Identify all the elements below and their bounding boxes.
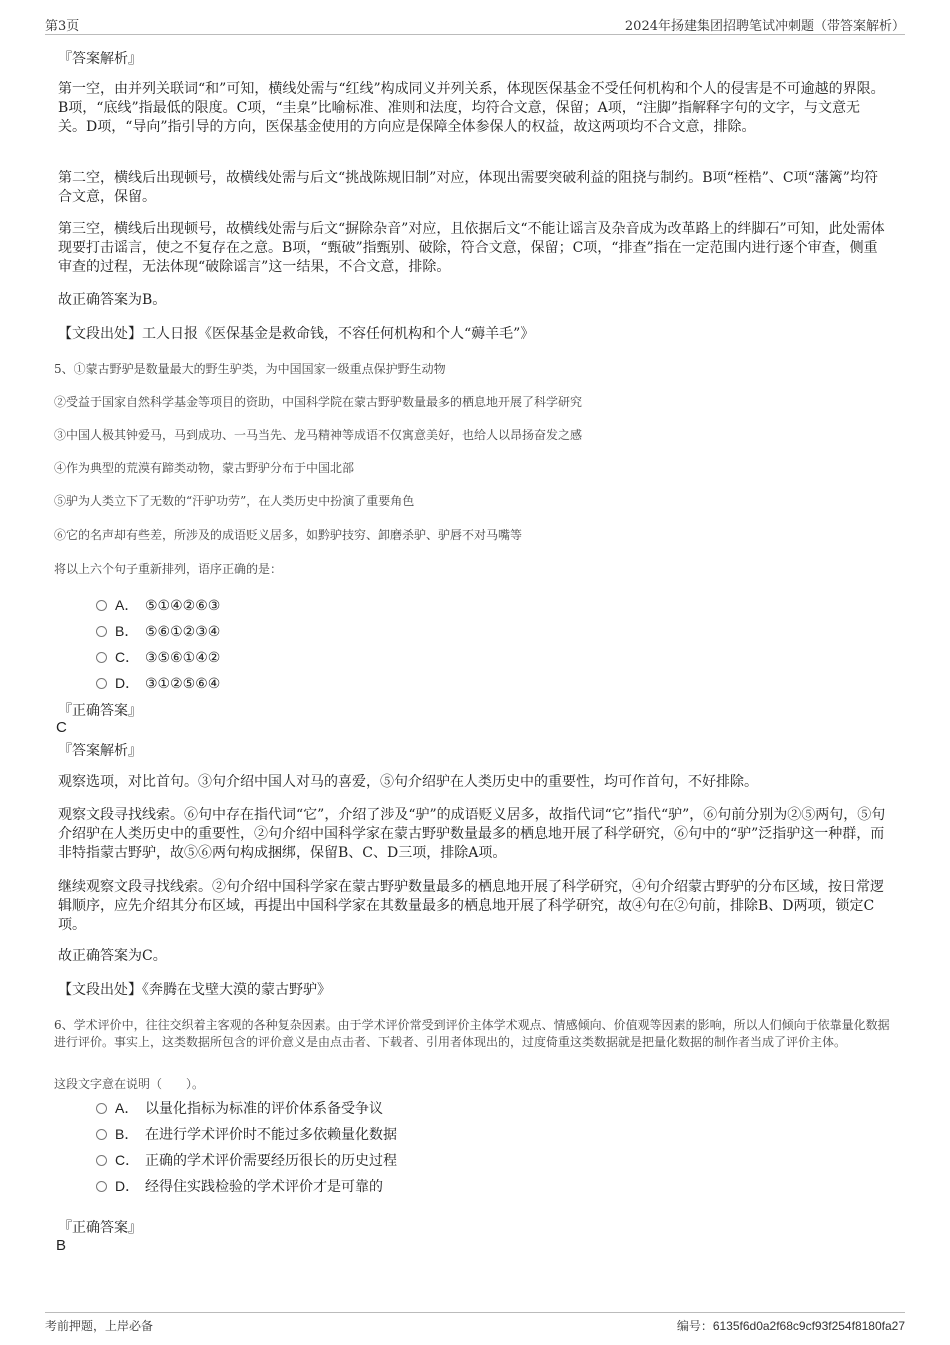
radio-icon[interactable] (96, 652, 107, 663)
page-header (45, 14, 905, 35)
option-b[interactable]: B． 在进行学术评价时不能过多依赖量化数据 (96, 1124, 397, 1144)
conclusion: 故正确答案为B。 (58, 292, 167, 308)
option-b[interactable]: B． ⑤⑥①②③④ (96, 621, 220, 641)
analysis-paragraph: 继续观察文段寻找线索。②句介绍中国科学家在蒙古野驴数量最多的栖息地开展了科学研究，④句介绍蒙古野驴的分布区域，按日常逻辑顺序，应先介绍其分布区域，再提出中国科学家在其数量最多的栖息地开展了科学研究，故④句在②句前，排除B、D两项，锁定C项。 (58, 879, 884, 933)
document-title: 2024年扬建集团招聘笔试冲刺题（带答案解析） (624, 19, 905, 34)
analysis-paragraph: 第二空，横线后出现顿号，故横线处需与后文“挑战陈规旧制”对应，体现出需要突破利益的阻挠与制约。B项“桎梏”、C项“藩篱”均符合文意，保留。 (58, 170, 878, 205)
source-citation: 【文段出处】工人日报《医保基金是救命钱，不容任何机构和个人“薅羊毛”》 (58, 326, 535, 342)
question-sentence: ⑤驴为人类立下了无数的“汗驴功劳”，在人类历史中扮演了重要角色 (54, 494, 415, 508)
analysis-paragraph: 观察选项，对比首句。③句介绍中国人对马的喜爱，⑤句介绍驴在人类历史中的重要性，均可作首句，不好排除。 (58, 774, 758, 790)
source-citation: 【文段出处】《奔腾在戈壁大漠的蒙古野驴》 (58, 982, 331, 998)
option-c[interactable]: C． ③⑤⑥①④② (96, 647, 220, 667)
question-prompt: 这段文字意在说明（ ）。 (54, 1077, 205, 1091)
answer-heading: 『正确答案』 (58, 1220, 142, 1236)
option-a[interactable]: A． 以量化指标为标准的评价体系备受争议 (96, 1098, 383, 1118)
radio-icon[interactable] (96, 626, 107, 637)
question-sentence: ②受益于国家自然科学基金等项目的资助，中国科学院在蒙古野驴数量最多的栖息地开展了科学研究 (54, 395, 583, 409)
analysis-paragraph: 第一空，由并列关联词“和”可知，横线处需与“红线”构成同义并列关系，体现医保基金不受任何机构和个人的侵害是不可逾越的界限。B项，“底线”指最低的限度。C项，“圭臬”比喻标准、准则和法度，均符合文意，保留；A项，“注脚”指解释字句的文字，与文意无关。D项，“导向”指引导的方向，医保基金使用的方向应是保障全体参保人的权益，故这两项均不合文意，排除。 (58, 81, 885, 135)
page-number: 第3页 (45, 19, 80, 34)
correct-answer: B (56, 1237, 67, 1254)
analysis-heading: 『答案解析』 (58, 743, 142, 759)
radio-icon[interactable] (96, 1155, 107, 1166)
document-id: 编号：6135f6d0a2f68c9cf93f254f8180fa27 (676, 1319, 905, 1333)
conclusion: 故正确答案为C。 (58, 948, 167, 964)
analysis-paragraph: 第三空，横线后出现顿号，故横线处需与后文“摒除杂音”对应，且依据后文“不能让谣言及杂音成为改革路上的绊脚石”可知，此处需体现要打击谣言，使之不复存在之意。B项，“甄破”指甄别、破除，符合文意，保留；C项，“排查”指在一定范围内进行逐个审查，侧重审查的过程，无法体现“破除谣言”这一结果，不合文意，排除。 (58, 221, 885, 275)
option-d[interactable]: D． ③①②⑤⑥④ (96, 673, 220, 693)
question-sentence: ④作为典型的荒漠有蹄类动物，蒙古野驴分布于中国北部 (54, 461, 355, 475)
correct-answer: C (56, 719, 67, 736)
radio-icon[interactable] (96, 678, 107, 689)
option-d[interactable]: D． 经得住实践检验的学术评价才是可靠的 (96, 1176, 383, 1196)
question-sentence: ⑥它的名声却有些差，所涉及的成语贬义居多，如黔驴技穷、卸磨杀驴、驴唇不对马嘴等 (54, 528, 523, 542)
analysis-paragraph: 观察文段寻找线索。⑥句中存在指代词“它”，介绍了涉及“驴”的成语贬义居多，故指代词“它”指代“驴”，⑥句前分别为②⑤两句，⑤句介绍驴在人类历史中的重要性，②句介绍中国科学家在蒙古野驴数量最多的栖息地开展了科学研究，⑥句中的“驴”泛指驴这一种群，而非特指蒙古野驴，故⑤⑥两句构成捆绑，保留B、C、D三项，排除A项。 (58, 807, 886, 861)
radio-icon[interactable] (96, 1103, 107, 1114)
question-prompt: 将以上六个句子重新排列，语序正确的是： (54, 562, 283, 576)
option-c[interactable]: C． 正确的学术评价需要经历很长的历史过程 (96, 1150, 397, 1170)
footer-slogan: 考前押题，上岸必备 (45, 1319, 154, 1333)
radio-icon[interactable] (96, 600, 107, 611)
radio-icon[interactable] (96, 1129, 107, 1140)
question-sentence: 5、①蒙古野驴是数量最大的野生驴类，为中国国家一级重点保护野生动物 (54, 362, 446, 376)
question-sentence: ③中国人极其钟爱马，马到成功、一马当先、龙马精神等成语不仅寓意美好，也给人以昂扬奋发之感 (54, 428, 583, 442)
radio-icon[interactable] (96, 1181, 107, 1192)
page-footer (45, 1312, 905, 1335)
analysis-heading: 『答案解析』 (58, 51, 142, 67)
answer-heading: 『正确答案』 (58, 703, 142, 719)
option-a[interactable]: A． ⑤①④②⑥③ (96, 595, 220, 615)
question-stem: 6、学术评价中，往往交织着主客观的各种复杂因素。由于学术评价常受到评价主体学术观点、情感倾向、价值观等因素的影响，所以人们倾向于依靠量化数据进行评价。事实上，这类数据所包含的评价意义是由点击者、下载者、引用者体现出的，过度倚重这类数据就是把量化数据的制作者当成了评价主体。 (54, 1018, 890, 1049)
